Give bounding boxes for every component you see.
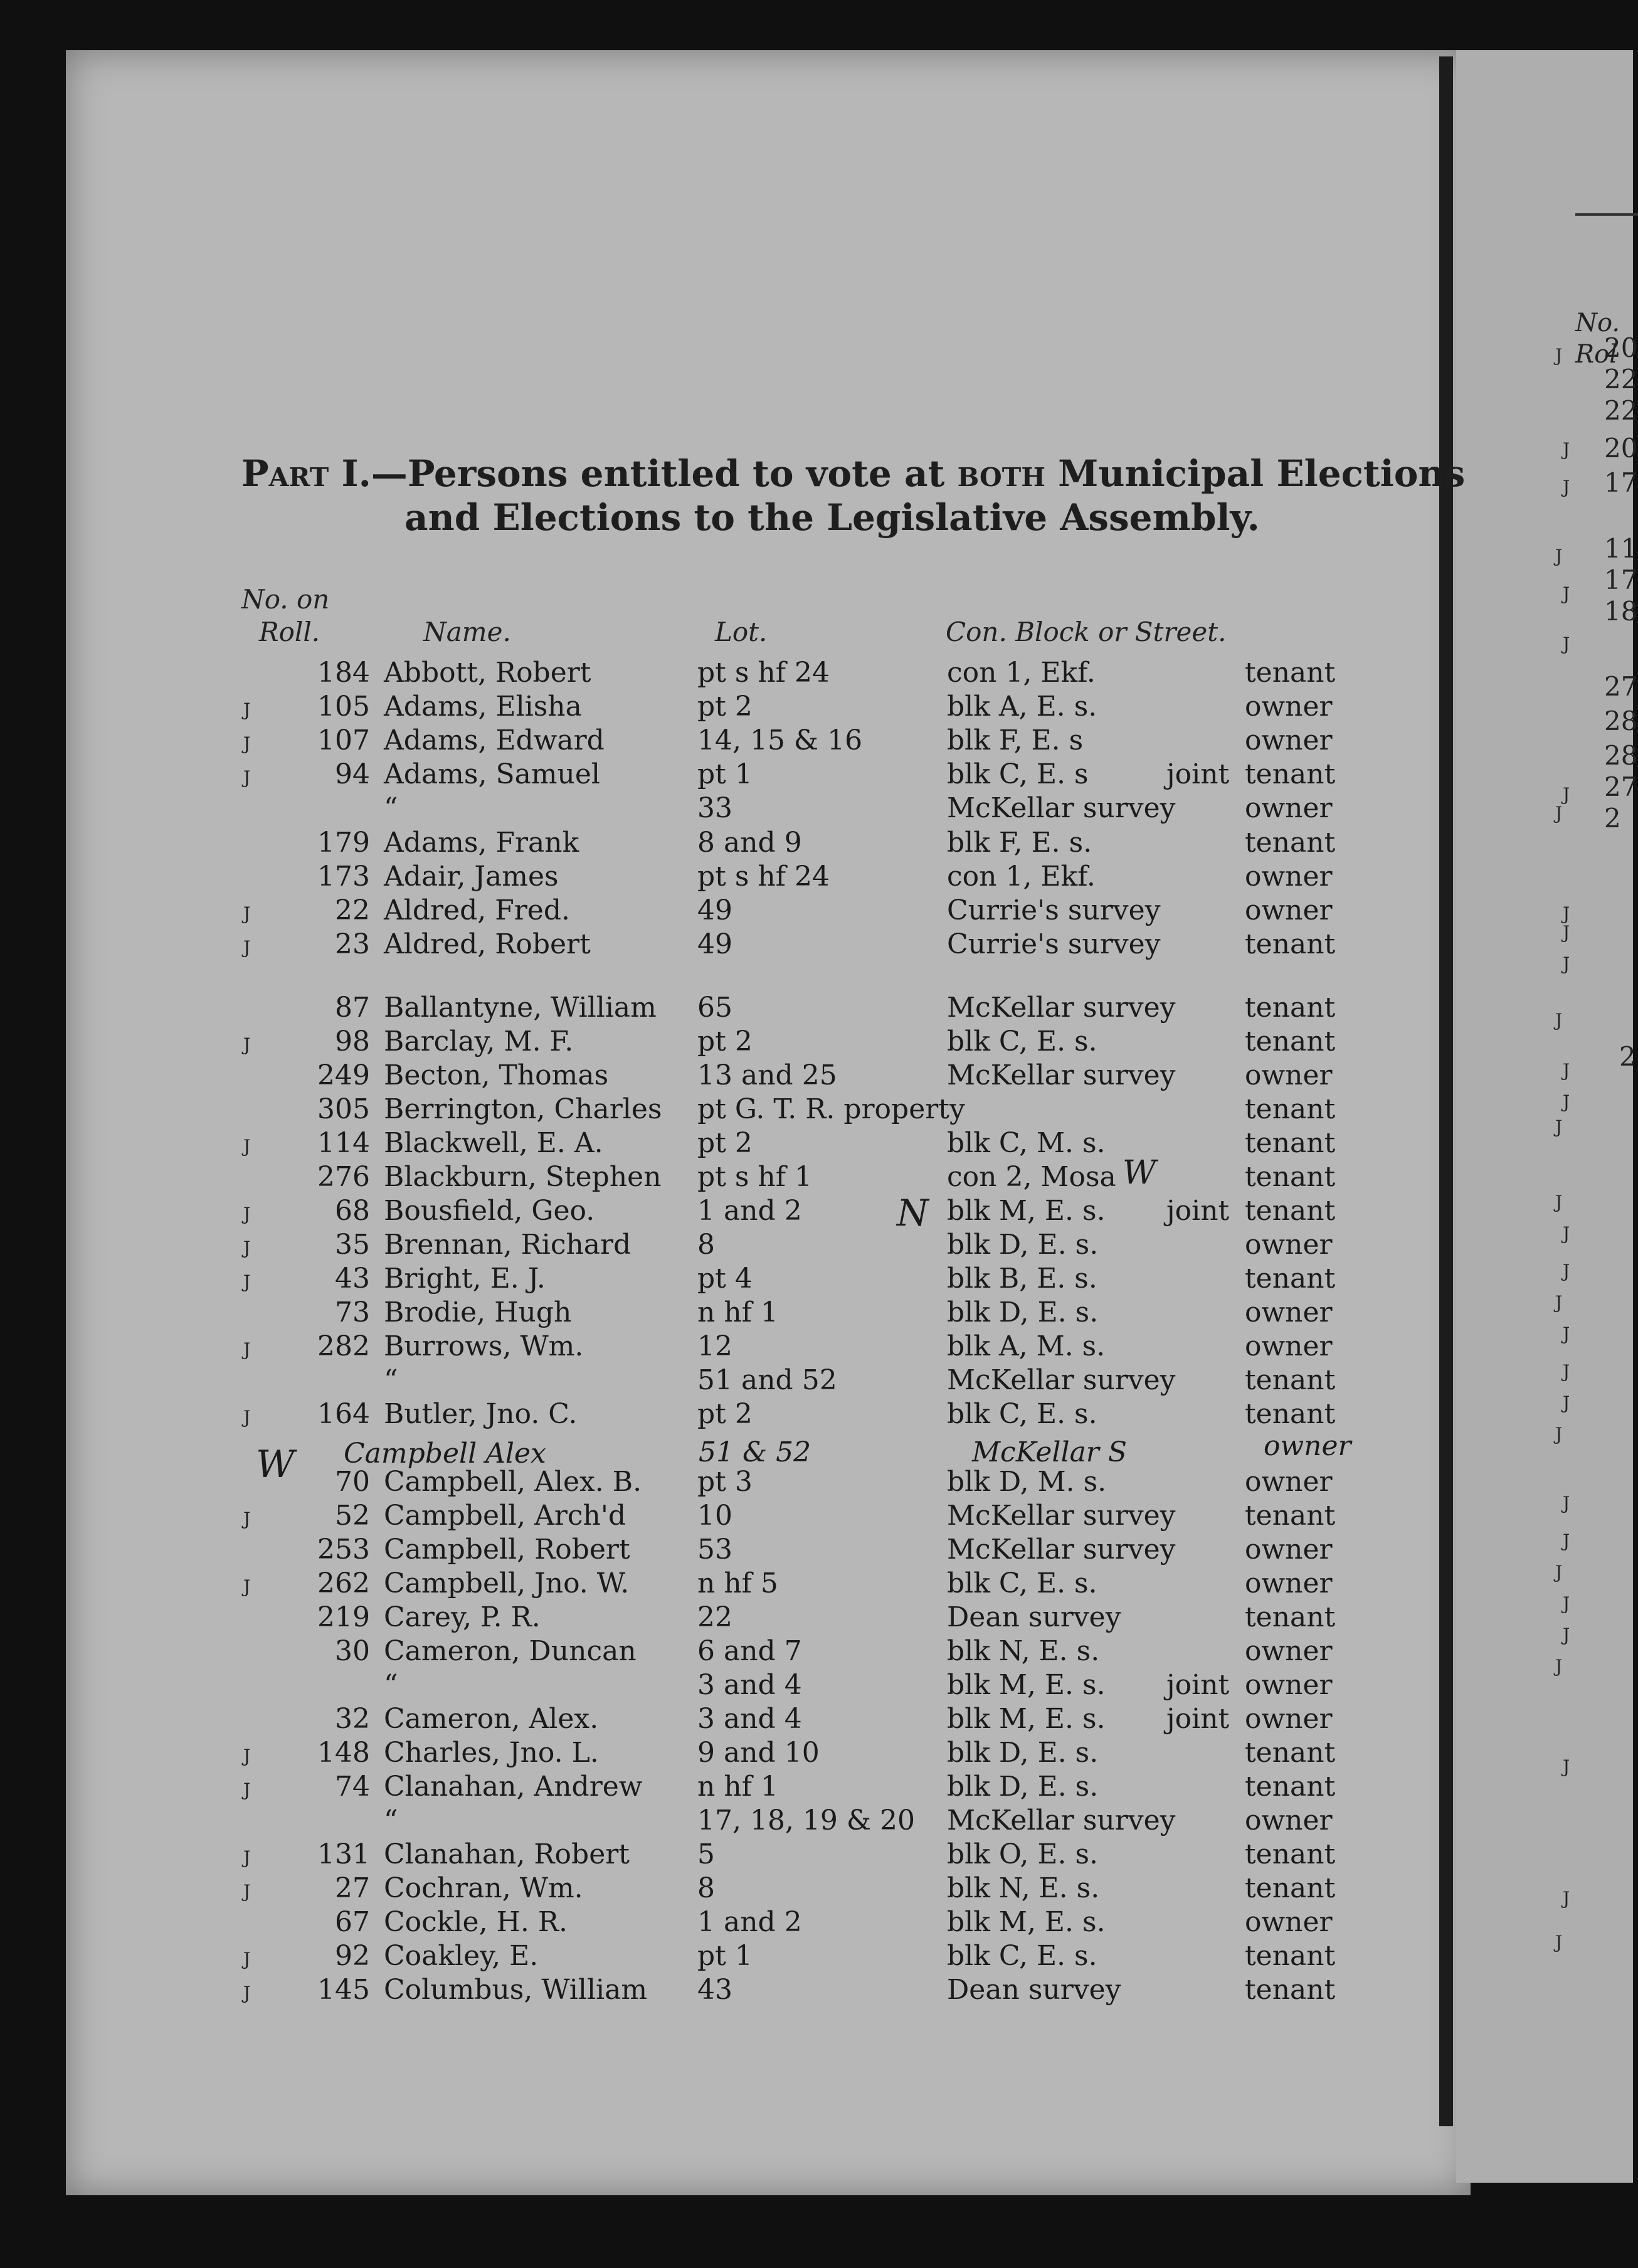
voter-name: “ xyxy=(384,1364,398,1396)
con-block-street: blk N, E. s. xyxy=(947,1635,1100,1667)
voter-name: Campbell, Alex. B. xyxy=(384,1466,642,1498)
adjacent-mark: J xyxy=(1563,784,1570,805)
con-block-street: McKellar survey xyxy=(947,1804,1176,1836)
lot: pt 2 xyxy=(697,1025,753,1057)
con-block-street: blk B, E. s. xyxy=(947,1263,1097,1295)
tenure: owner xyxy=(1245,1330,1333,1362)
roll-number: 52 xyxy=(335,1500,370,1532)
lot: 14, 15 & 16 xyxy=(697,724,863,756)
header-name: Name. xyxy=(423,617,511,647)
voter-name: “ xyxy=(384,1804,398,1836)
row-mark: J xyxy=(243,767,251,788)
adjacent-number: 20 xyxy=(1604,433,1638,464)
row-mark: J xyxy=(243,1407,251,1428)
roll-number: 73 xyxy=(335,1296,370,1328)
tenure: owner xyxy=(1245,792,1333,824)
con-block-street: Dean survey xyxy=(947,1974,1121,2006)
lot: 13 and 25 xyxy=(697,1059,837,1091)
handwritten-mark: W xyxy=(256,1443,295,1486)
joint-flag: joint xyxy=(1166,1669,1230,1701)
roll-number: 74 xyxy=(335,1771,370,1803)
con-block-street: blk F, E. s. xyxy=(947,827,1092,859)
voter-name: Clanahan, Andrew xyxy=(384,1771,643,1803)
voter-name: Brennan, Richard xyxy=(384,1229,631,1261)
lot: 33 xyxy=(697,792,732,824)
lot: 12 xyxy=(697,1330,732,1362)
con-block-street: blk M, E. s. xyxy=(947,1703,1106,1735)
adjacent-mark: J xyxy=(1563,1223,1570,1244)
voter-name: Coakley, E. xyxy=(384,1940,539,1972)
voter-name: Cameron, Duncan xyxy=(384,1635,637,1667)
con-block-street: con 1, Ekf. xyxy=(947,657,1096,689)
row-mark: J xyxy=(243,1949,251,1969)
roll-number: 276 xyxy=(317,1161,370,1193)
tenure: tenant xyxy=(1245,928,1336,960)
adjacent-mark: J xyxy=(1563,922,1570,943)
voter-name: Campbell, Jno. W. xyxy=(384,1567,630,1599)
row-mark: J xyxy=(243,733,251,754)
lot: 3 and 4 xyxy=(697,1703,802,1735)
voter-name: Adams, Samuel xyxy=(384,758,600,790)
title-rest: —Persons entitled to vote at xyxy=(371,452,945,495)
roll-number: 23 xyxy=(335,928,370,960)
row-mark: J xyxy=(243,1746,251,1766)
adjacent-mark: J xyxy=(1563,439,1570,460)
lot: 6 and 7 xyxy=(697,1635,802,1667)
row-mark: J xyxy=(243,1508,251,1529)
row-mark: J xyxy=(243,903,251,924)
adjacent-mark: J xyxy=(1563,1624,1570,1645)
tenure: tenant xyxy=(1245,1398,1336,1430)
con-block-street: Dean survey xyxy=(947,1601,1121,1633)
con-block-street: blk A, M. s. xyxy=(947,1330,1106,1362)
handwritten-name: Campbell Alex xyxy=(344,1438,546,1470)
roll-number: 184 xyxy=(317,657,370,689)
adjacent-mark: J xyxy=(1555,1424,1563,1444)
voter-name: Cockle, H. R. xyxy=(384,1906,568,1938)
roll-number: 70 xyxy=(335,1466,370,1498)
adjacent-number: 28 xyxy=(1604,740,1638,771)
voter-name: Barclay, M. F. xyxy=(384,1025,574,1057)
voter-name: Brodie, Hugh xyxy=(384,1296,572,1328)
handwritten-lot: 51 & 52 xyxy=(699,1436,811,1468)
tenure: tenant xyxy=(1245,1737,1336,1769)
roll-number: 305 xyxy=(317,1093,370,1125)
con-block-street: Currie's survey xyxy=(947,928,1161,960)
roll-number: 43 xyxy=(335,1263,370,1295)
roll-number: 30 xyxy=(335,1635,370,1667)
title-line-1 xyxy=(241,452,1465,495)
roll-number: 27 xyxy=(335,1872,370,1904)
adjacent-number: 18 xyxy=(1604,596,1638,627)
lot: 49 xyxy=(697,928,732,960)
con-block-street: blk D, E. s. xyxy=(947,1296,1099,1328)
tenure: owner xyxy=(1245,1804,1333,1836)
con-block-street: McKellar survey xyxy=(947,1059,1176,1091)
page-divider xyxy=(1439,56,1453,2126)
tenure: tenant xyxy=(1245,1838,1336,1870)
voter-name: Columbus, William xyxy=(384,1974,648,2006)
tenure: tenant xyxy=(1245,1974,1336,2006)
voter-name: Adams, Frank xyxy=(384,827,579,859)
con-block-street: blk C, E. s. xyxy=(947,1567,1097,1599)
lot: 8 xyxy=(697,1872,715,1904)
roll-number: 68 xyxy=(335,1195,370,1227)
joint-flag: joint xyxy=(1166,758,1230,790)
adjacent-mark: J xyxy=(1563,633,1570,654)
tenure: owner xyxy=(1245,894,1333,926)
row-mark: J xyxy=(243,699,251,720)
roll-number: 105 xyxy=(317,691,370,723)
handwritten-mark-2: W xyxy=(1123,1154,1156,1192)
roll-number: 107 xyxy=(317,724,370,756)
lot: pt 2 xyxy=(697,1127,753,1159)
tenure: tenant xyxy=(1245,1161,1336,1193)
adjacent-mark: J xyxy=(1555,1292,1563,1313)
lot: n hf 1 xyxy=(697,1296,778,1328)
roll-number: 253 xyxy=(317,1534,370,1566)
adjacent-number: 27 xyxy=(1604,671,1638,702)
con-block-street: McKellar survey xyxy=(947,1500,1176,1532)
roll-number: 173 xyxy=(317,861,370,893)
row-mark: J xyxy=(243,1136,251,1157)
lot: 3 and 4 xyxy=(697,1669,802,1701)
adjacent-mark: J xyxy=(1563,1888,1570,1909)
adjacent-mark: J xyxy=(1563,1493,1570,1513)
tenure: owner xyxy=(1245,1567,1333,1599)
voter-name: Cochran, Wm. xyxy=(384,1872,583,1904)
handwritten-con: McKellar S xyxy=(972,1436,1127,1468)
tenure: tenant xyxy=(1245,1093,1336,1125)
roll-number: 179 xyxy=(317,827,370,859)
header-no-line1: No. on xyxy=(241,584,330,615)
lot: 17, 18, 19 & 20 xyxy=(697,1804,916,1836)
lot: 65 xyxy=(697,992,732,1024)
voter-name: Berrington, Charles xyxy=(384,1093,662,1125)
tenure: tenant xyxy=(1245,1771,1336,1803)
adjacent-number: 20 xyxy=(1604,332,1638,363)
adjacent-number: 28 xyxy=(1604,706,1638,736)
tenure: tenant xyxy=(1245,827,1336,859)
adjacent-number: 27 xyxy=(1604,771,1638,802)
tenure: owner xyxy=(1245,1296,1333,1328)
con-block-street: Currie's survey xyxy=(947,894,1161,926)
adjacent-mark: J xyxy=(1555,345,1563,366)
row-mark: J xyxy=(243,1779,251,1800)
voter-name: Aldred, Robert xyxy=(384,928,591,960)
lot: pt s hf 24 xyxy=(697,657,830,689)
tenure: owner xyxy=(1245,724,1333,756)
con-block-street: blk M, E. s. xyxy=(947,1669,1106,1701)
con-block-street: blk A, E. s. xyxy=(947,691,1097,723)
con-block-street: con 2, Mosa xyxy=(947,1161,1116,1193)
roll-number: 35 xyxy=(335,1229,370,1261)
voter-name: Adams, Elisha xyxy=(384,691,582,723)
lot: pt 3 xyxy=(697,1466,753,1498)
adjacent-mark: J xyxy=(1563,1392,1570,1413)
con-block-street: blk C, E. s. xyxy=(947,1940,1097,1972)
tenure: tenant xyxy=(1245,1364,1336,1396)
voter-name: Blackburn, Stephen xyxy=(384,1161,662,1193)
con-block-street: blk N, E. s. xyxy=(947,1872,1100,1904)
header-con: Con. Block or Street. xyxy=(946,617,1227,647)
tenure: tenant xyxy=(1245,1500,1336,1532)
voter-name: Aldred, Fred. xyxy=(384,894,570,926)
voter-name: Campbell, Arch'd xyxy=(384,1500,626,1532)
title-line-2: and Elections to the Legislative Assembly. xyxy=(404,496,1260,539)
adjacent-mark: J xyxy=(1563,583,1570,604)
header-lot: Lot. xyxy=(715,617,768,647)
title-end: Municipal Elections xyxy=(1058,452,1466,495)
adjacent-mark: J xyxy=(1563,1323,1570,1344)
tenure: tenant xyxy=(1245,992,1336,1024)
adjacent-mark: J xyxy=(1555,546,1563,566)
lot: 5 xyxy=(697,1838,715,1870)
row-mark: J xyxy=(243,937,251,958)
row-mark: J xyxy=(243,1271,251,1292)
con-block-street: blk D, M. s. xyxy=(947,1466,1107,1498)
lot: 51 and 52 xyxy=(697,1364,837,1396)
row-mark: J xyxy=(243,1339,251,1360)
voter-name: Clanahan, Robert xyxy=(384,1838,630,1870)
tenure: owner xyxy=(1245,1466,1333,1498)
adjacent-number: 22 xyxy=(1604,395,1638,426)
tenure: tenant xyxy=(1245,657,1336,689)
adjacent-number: 22 xyxy=(1604,364,1638,395)
roll-number: 32 xyxy=(335,1703,370,1735)
lot: 1 and 2 xyxy=(697,1195,802,1227)
adjacent-header-line2: Rol xyxy=(1575,340,1617,369)
lot: 9 and 10 xyxy=(697,1737,820,1769)
tenure: owner xyxy=(1245,1059,1333,1091)
handwritten-tenure: owner xyxy=(1264,1430,1351,1462)
lot: pt 2 xyxy=(697,1398,753,1430)
lot: n hf 1 xyxy=(697,1771,778,1803)
voter-name: Carey, P. R. xyxy=(384,1601,541,1633)
tenure: owner xyxy=(1245,1534,1333,1566)
tenure: owner xyxy=(1245,861,1333,893)
lot: 10 xyxy=(697,1500,732,1532)
tenure: tenant xyxy=(1245,1601,1336,1633)
con-block-street: con 1, Ekf. xyxy=(947,861,1096,893)
adjacent-mark: J xyxy=(1563,1091,1570,1112)
con-block-street: blk C, E. s. xyxy=(947,1398,1097,1430)
joint-flag: joint xyxy=(1166,1195,1230,1227)
row-mark: J xyxy=(243,1847,251,1868)
adjacent-page xyxy=(1456,50,1638,2183)
roll-number: 219 xyxy=(317,1601,370,1633)
adjacent-mark: J xyxy=(1555,803,1563,824)
voter-name: Butler, Jno. C. xyxy=(384,1398,578,1430)
tenure: tenant xyxy=(1245,758,1336,790)
adjacent-number: 17 xyxy=(1604,467,1638,498)
adjacent-mark: J xyxy=(1555,1010,1563,1031)
row-mark: J xyxy=(243,1034,251,1055)
adjacent-mark: J xyxy=(1563,1361,1570,1382)
header-no-line2: Roll. xyxy=(259,617,320,647)
row-mark: J xyxy=(243,1983,251,2003)
row-mark: J xyxy=(243,1237,251,1258)
con-block-street: blk C, M. s. xyxy=(947,1127,1106,1159)
adjacent-mark: J xyxy=(1555,1192,1563,1212)
header-no-on-roll xyxy=(241,583,329,649)
lot: pt s hf 24 xyxy=(697,861,830,893)
con-block-street: blk D, E. s. xyxy=(947,1229,1099,1261)
voter-name: Charles, Jno. L. xyxy=(384,1737,599,1769)
adjacent-header-line1: No. xyxy=(1575,309,1620,337)
adjacent-number: 11 xyxy=(1604,533,1638,564)
adjacent-mark: J xyxy=(1563,953,1570,974)
lot: 8 xyxy=(697,1229,715,1261)
con-block-street: blk F, E. s xyxy=(947,724,1084,756)
voter-name: Abbott, Robert xyxy=(384,657,591,689)
roll-number: 131 xyxy=(317,1838,370,1870)
lot: pt 1 xyxy=(697,1940,753,1972)
con-block-street: McKellar survey xyxy=(947,792,1176,824)
adjacent-mark: J xyxy=(1563,477,1570,497)
voter-name: Blackwell, E. A. xyxy=(384,1127,603,1159)
lot: 49 xyxy=(697,894,732,926)
tenure: owner xyxy=(1245,1906,1333,1938)
lot: pt 1 xyxy=(697,758,753,790)
roll-number: 164 xyxy=(317,1398,370,1430)
con-block-street: blk D, E. s. xyxy=(947,1737,1099,1769)
roll-number: 145 xyxy=(317,1974,370,2006)
con-block-street: McKellar survey xyxy=(947,1534,1176,1566)
roll-number: 98 xyxy=(335,1025,370,1057)
handwritten-mark-3: N xyxy=(897,1192,929,1234)
adjacent-mark: J xyxy=(1563,1593,1570,1614)
roll-number: 94 xyxy=(335,758,370,790)
con-block-street: blk O, E. s. xyxy=(947,1838,1099,1870)
roll-number: 92 xyxy=(335,1940,370,1972)
tenure: owner xyxy=(1245,1703,1333,1735)
joint-flag: joint xyxy=(1166,1703,1230,1735)
row-mark: J xyxy=(243,1881,251,1902)
voter-name: Bright, E. J. xyxy=(384,1263,546,1295)
con-block-street: McKellar survey xyxy=(947,1364,1176,1396)
row-mark: J xyxy=(243,1204,251,1224)
tenure: tenant xyxy=(1245,1127,1336,1159)
tenure: owner xyxy=(1245,1669,1333,1701)
roll-number: 87 xyxy=(335,992,370,1024)
con-block-street: blk M, E. s. xyxy=(947,1195,1106,1227)
title-both: both xyxy=(957,452,1045,495)
adjacent-mark: J xyxy=(1563,1756,1570,1777)
adjacent-number: 17 xyxy=(1604,564,1638,595)
voter-name: Ballantyne, William xyxy=(384,992,657,1024)
con-block-street: blk C, E. s xyxy=(947,758,1089,790)
voter-name: “ xyxy=(384,1669,398,1701)
lot: pt G. T. R. property xyxy=(697,1093,965,1125)
con-block-street: blk C, E. s. xyxy=(947,1025,1097,1057)
voter-name: Adams, Edward xyxy=(384,724,605,756)
roll-number: 148 xyxy=(317,1737,370,1769)
row-mark: J xyxy=(243,1576,251,1597)
adjacent-mark: J xyxy=(1555,1656,1563,1677)
lot: 8 and 9 xyxy=(697,827,802,859)
tenure: owner xyxy=(1245,691,1333,723)
lot: 53 xyxy=(697,1534,732,1566)
adjacent-mark: J xyxy=(1563,1261,1570,1281)
part-label: Part I. xyxy=(241,452,371,495)
roll-number: 262 xyxy=(317,1567,370,1599)
voter-name: Cameron, Alex. xyxy=(384,1703,599,1735)
lot: pt s hf 1 xyxy=(697,1161,813,1193)
adjacent-mark: J xyxy=(1563,1530,1570,1551)
adjacent-number: 2 xyxy=(1604,803,1621,834)
tenure: tenant xyxy=(1245,1940,1336,1972)
con-block-street: McKellar survey xyxy=(947,992,1176,1024)
con-block-street: blk D, E. s. xyxy=(947,1771,1099,1803)
adjacent-mark: J xyxy=(1555,1932,1563,1953)
adjacent-mark: J xyxy=(1563,903,1570,924)
lot: 1 and 2 xyxy=(697,1906,802,1938)
voter-name: “ xyxy=(384,792,398,824)
voter-name: Becton, Thomas xyxy=(384,1059,609,1091)
adjacent-mark: J xyxy=(1555,1562,1563,1582)
roll-number: 282 xyxy=(317,1330,370,1362)
tenure: tenant xyxy=(1245,1263,1336,1295)
voter-name: Bousfield, Geo. xyxy=(384,1195,595,1227)
roll-number: 249 xyxy=(317,1059,370,1091)
lot: 22 xyxy=(697,1601,732,1633)
adjacent-mark: J xyxy=(1555,1116,1563,1137)
voter-name: Burrows, Wm. xyxy=(384,1330,584,1362)
lot: pt 2 xyxy=(697,691,753,723)
tenure: tenant xyxy=(1245,1872,1336,1904)
con-block-street: blk M, E. s. xyxy=(947,1906,1106,1938)
lot: pt 4 xyxy=(697,1263,753,1295)
adjacent-rule xyxy=(1575,213,1638,216)
tenure: tenant xyxy=(1245,1195,1336,1227)
roll-number: 114 xyxy=(317,1127,370,1159)
tenure: tenant xyxy=(1245,1025,1336,1057)
roll-number: 22 xyxy=(335,894,370,926)
lot: n hf 5 xyxy=(697,1567,778,1599)
page-title xyxy=(241,452,1465,539)
voter-name: Campbell, Robert xyxy=(384,1534,630,1566)
voter-name: Adair, James xyxy=(384,861,559,893)
adjacent-number: 2 xyxy=(1619,1041,1636,1072)
lot: 43 xyxy=(697,1974,732,2006)
tenure: owner xyxy=(1245,1229,1333,1261)
tenure: owner xyxy=(1245,1635,1333,1667)
roll-number: 67 xyxy=(335,1906,370,1938)
adjacent-mark: J xyxy=(1563,1060,1570,1081)
